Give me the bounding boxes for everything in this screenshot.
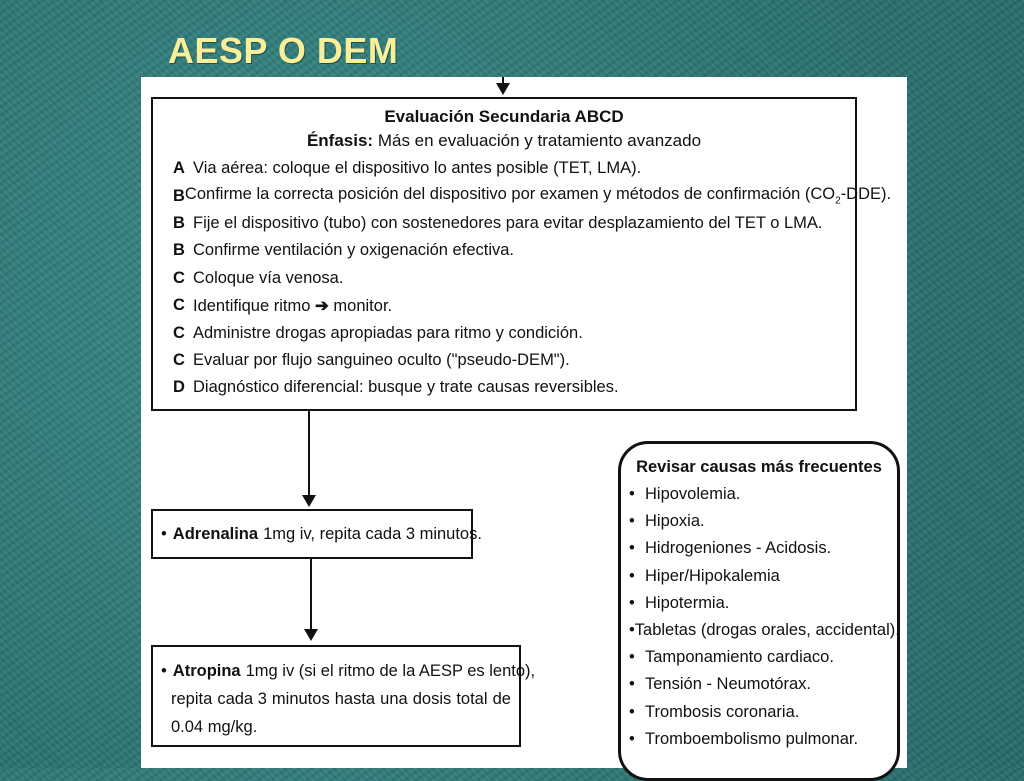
top-arrowhead	[496, 83, 510, 95]
list-item: • Trombosis coronaria.	[629, 702, 800, 721]
item-text: Fije el dispositivo (tubo) con sostenedores para evitar desplazamiento del TET o LMA.	[193, 213, 823, 232]
secondary-list	[173, 155, 892, 402]
arrowhead-1	[302, 495, 316, 507]
item-letter: C	[173, 323, 185, 342]
item-text: Diagnóstico diferencial: busque y trate causas reversibles.	[193, 378, 619, 397]
drug-name: Atropina	[172, 661, 241, 680]
item-text: Via aérea: coloque el dispositivo lo antes posible (TET, LMA).	[193, 159, 642, 178]
item-letter: B	[173, 241, 185, 260]
item-text: Confirme ventilación y oxigenación efectiva.	[193, 241, 515, 260]
flowchart-canvas	[141, 77, 907, 768]
list-item: • Hiper/Hipokalemia	[629, 566, 780, 585]
connector-line-1	[308, 411, 310, 497]
bullet: •	[161, 524, 167, 543]
item-letter: B	[173, 186, 185, 205]
list-item: • Tamponamiento cardiaco.	[629, 648, 834, 667]
emphasis-label: Énfasis:	[306, 131, 374, 150]
atropina-line-1	[161, 657, 536, 685]
list-item	[173, 182, 892, 209]
emphasis-text: Más en evaluación y tratamiento avanzado	[377, 131, 702, 150]
slide-title: AESP O DEM	[168, 30, 399, 71]
list-item: • Tabletas (drogas orales, accidental).	[629, 621, 900, 640]
list-item	[173, 374, 855, 401]
list-item: • Tensión - Neumotórax.	[629, 675, 811, 694]
connector-line-2	[310, 559, 312, 631]
item-letter: C	[173, 268, 185, 287]
adrenalina-box	[151, 509, 482, 559]
item-letter: A	[173, 159, 185, 178]
causes-heading: Revisar causas más frecuentes	[636, 458, 882, 476]
item-text: Evaluar por flujo sanguineo oculto ("pseudo-DEM").	[193, 350, 570, 369]
item-letter: D	[173, 378, 185, 397]
list-item: • Hidrogeniones - Acidosis.	[629, 539, 832, 558]
atropina-line-3: 0.04 mg/kg.	[171, 717, 258, 736]
item-text: Confirme la correcta posición del dispositivo por examen y métodos de confirmación $(CO_2-DDE)$.	[184, 185, 892, 207]
list-item	[173, 347, 855, 374]
item-letter: C	[173, 350, 185, 369]
secondary-evaluation-box	[151, 97, 892, 411]
list-item	[173, 265, 855, 292]
item-letter: C	[173, 296, 185, 315]
list-item	[173, 292, 855, 319]
bullet: •	[161, 661, 167, 680]
item-text: Identifique ritmo ➔ monitor.	[193, 296, 393, 315]
item-letter: B	[173, 213, 185, 232]
secondary-emphasis	[153, 131, 855, 151]
item-text: Administre drogas apropiadas para ritmo y condición.	[193, 323, 583, 342]
causes-box	[618, 441, 900, 781]
atropina-line-2: repita cada 3 minutos hasta una dosis total de	[171, 689, 511, 708]
list-item	[173, 210, 855, 237]
list-item: • Hipovolemia.	[629, 485, 741, 504]
list-item	[173, 155, 855, 182]
drug-dose: 1mg iv, repita cada 3 minutos.	[263, 524, 482, 543]
list-item: • Hipotermia.	[629, 593, 730, 612]
drug-name: Adrenalina	[172, 524, 259, 543]
item-text: Coloque vía venosa.	[193, 268, 344, 287]
list-item: • Hipoxia.	[629, 512, 705, 531]
list-item: • Tromboembolismo pulmonar.	[629, 729, 859, 748]
list-item	[173, 319, 855, 346]
secondary-heading: Evaluación Secundaria ABCD	[384, 107, 624, 126]
list-item	[173, 237, 855, 264]
drug-dose: 1mg iv (si el ritmo de la AESP es lento),	[245, 661, 536, 680]
right-arrow-icon: ➔	[315, 296, 329, 315]
atropina-box	[151, 645, 536, 747]
arrowhead-2	[304, 629, 318, 641]
